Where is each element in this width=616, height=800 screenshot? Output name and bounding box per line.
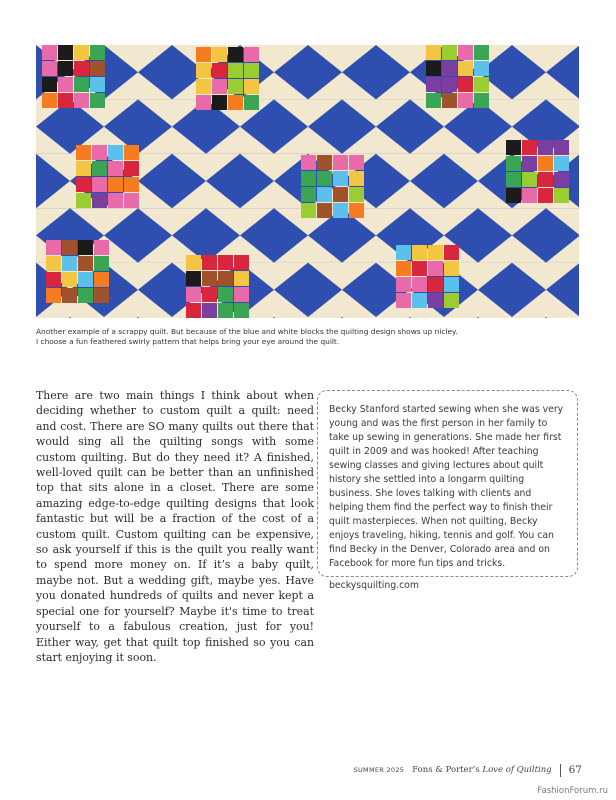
quilt-patch: [234, 303, 249, 318]
quilt-patch: [78, 272, 93, 287]
quilt-patch: [506, 172, 521, 187]
quilt-patch: [90, 45, 105, 60]
quilt-patch: [412, 261, 427, 276]
quilt-patch: [506, 140, 521, 155]
quilt-patch: [42, 77, 57, 92]
quilt-patch: [76, 193, 91, 208]
quilt-patch: [228, 95, 243, 110]
magazine-title: Love of Quilting: [482, 765, 552, 775]
quilt-light-triangle: [342, 317, 410, 318]
quilt-patch: [474, 93, 489, 108]
quilt-patch: [506, 188, 521, 203]
quilt-photo: [36, 45, 579, 318]
quilt-patch: [244, 47, 259, 62]
quilt-patch: [94, 272, 109, 287]
quilt-patch: [90, 61, 105, 76]
quilt-patch: [212, 79, 227, 94]
quilt-light-triangle: [478, 317, 546, 318]
quilt-patch: [244, 95, 259, 110]
quilt-patch: [428, 277, 443, 292]
quilt-patch: [196, 95, 211, 110]
quilt-patch: [186, 255, 201, 270]
author-bio: Becky Stanford started sewing when she was very young and was the first person in her family to take up sewing in generations. She made her first quilt in 2009 and was hooked! After teaching sewing classes and giving lectures about quilt history she settled into a longarm quilting business. She loves talking with clients and helping them find the perfect way to finish their quilt masterpieces. When not quilting, Becky enjoys traveling, hiking, tennis and golf. You can find Becky in the Denver, Colorado area and on Facebook for more fun tips and tricks.: [329, 404, 564, 569]
quilt-patch: [124, 193, 139, 208]
quilt-patch: [74, 93, 89, 108]
author-bio-box: [317, 390, 578, 591]
quilt-patch: [428, 245, 443, 260]
quilt-patch: [444, 245, 459, 260]
quilt-patch: [202, 303, 217, 318]
magazine-name: [412, 765, 551, 775]
quilt-patch: [442, 77, 457, 92]
quilt-patch: [124, 161, 139, 176]
quilt-patch: [426, 45, 441, 60]
quilt-patch: [74, 61, 89, 76]
quilt-patch: [74, 45, 89, 60]
quilt-patch: [218, 303, 233, 318]
quilt-patch: [90, 93, 105, 108]
quilt-patch: [538, 140, 553, 155]
quilt-patch: [244, 79, 259, 94]
quilt-patch: [124, 177, 139, 192]
quilt-light-triangle: [410, 317, 478, 318]
quilt-patch: [94, 288, 109, 303]
author-website-link[interactable]: beckysquilting.com: [329, 580, 419, 591]
quilt-patch: [333, 187, 348, 202]
footer-divider: [560, 764, 561, 777]
quilt-patch: [62, 272, 77, 287]
quilt-patch: [202, 271, 217, 286]
quilt-patch: [74, 77, 89, 92]
quilt-patch: [554, 188, 569, 203]
quilt-patch: [42, 93, 57, 108]
quilt-patch: [108, 145, 123, 160]
quilt-patch: [426, 77, 441, 92]
quilt-patch: [522, 140, 537, 155]
quilt-patch: [554, 156, 569, 171]
quilt-patch: [186, 287, 201, 302]
quilt-patch: [458, 77, 473, 92]
quilt-patch: [202, 287, 217, 302]
quilt-patch: [538, 172, 553, 187]
quilt-patch: [228, 63, 243, 78]
quilt-patch: [186, 271, 201, 286]
quilt-patch: [458, 45, 473, 60]
quilt-patch: [349, 171, 364, 186]
caption-line-2: I choose a fun feathered swirly pattern that helps bring your eye around the quilt.: [36, 336, 340, 346]
quilt-patch: [108, 193, 123, 208]
quilt-patch: [212, 63, 227, 78]
quilt-patch: [196, 47, 211, 62]
quilt-patch: [42, 45, 57, 60]
quilt-patch: [218, 255, 233, 270]
page-footer: [354, 763, 582, 777]
quilt-patch: [76, 177, 91, 192]
photo-caption: [36, 327, 581, 346]
quilt-light-triangle: [546, 317, 579, 318]
quilt-patch: [42, 61, 57, 76]
quilt-patch: [412, 245, 427, 260]
quilt-patch: [442, 93, 457, 108]
quilt-patch: [301, 155, 316, 170]
quilt-patch: [538, 188, 553, 203]
quilt-patch: [301, 187, 316, 202]
quilt-patch: [58, 45, 73, 60]
quilt-patch: [522, 156, 537, 171]
quilt-patch: [506, 156, 521, 171]
quilt-patch: [108, 161, 123, 176]
quilt-patch: [212, 95, 227, 110]
quilt-patch: [522, 188, 537, 203]
quilt-patch: [196, 79, 211, 94]
quilt-patch: [444, 293, 459, 308]
quilt-patch: [442, 61, 457, 76]
quilt-patch: [554, 172, 569, 187]
quilt-patch: [62, 288, 77, 303]
quilt-patch: [92, 177, 107, 192]
quilt-patch: [94, 256, 109, 271]
quilt-patch: [228, 47, 243, 62]
quilt-patch: [426, 93, 441, 108]
quilt-patch: [62, 256, 77, 271]
quilt-patch: [78, 256, 93, 271]
quilt-patch: [412, 293, 427, 308]
quilt-patch: [349, 203, 364, 218]
quilt-patch: [458, 93, 473, 108]
quilt-patch: [76, 145, 91, 160]
quilt-patch: [234, 271, 249, 286]
quilt-patch: [186, 303, 201, 318]
quilt-patch: [78, 240, 93, 255]
quilt-patch: [46, 272, 61, 287]
quilt-patch: [442, 45, 457, 60]
article-body: There are two main things I think about when deciding whether to custom quilt a quilt: need and cost. There are SO many quilts out there that would sing all the quilting songs with some custom quilting. But do they need it? A finished, well-loved quilt can be better than an unfinished top that sits alone in a closet. There are some amazing edge-to-edge quilting designs that look fantastic but will be a fraction of the cost of a custom quilt. Custom quilting can be expensive, so ask yourself if this is the quilt you really want to spend more money on. If it’s a baby quilt, maybe not. But a wedding gift, maybe yes. Have you donated hundreds of quilts and never kept a special one for yourself? Maybe it's time to treat yourself to a fabulous creation, just for you! Either way, get that quilt top finished so you can start enjoying it soon.: [36, 389, 314, 664]
quilt-patch: [228, 79, 243, 94]
quilt-patch: [474, 45, 489, 60]
quilt-patch: [234, 287, 249, 302]
quilt-patch: [124, 145, 139, 160]
quilt-patch: [202, 255, 217, 270]
quilt-image: [36, 45, 579, 318]
quilt-patch: [333, 155, 348, 170]
quilt-patch: [458, 61, 473, 76]
quilt-patch: [234, 255, 249, 270]
quilt-patch: [58, 61, 73, 76]
quilt-patch: [538, 156, 553, 171]
quilt-patch: [317, 187, 332, 202]
quilt-light-triangle: [36, 317, 70, 318]
quilt-patch: [474, 77, 489, 92]
quilt-patch: [396, 261, 411, 276]
quilt-patch: [218, 287, 233, 302]
quilt-patch: [428, 261, 443, 276]
quilt-patch: [94, 240, 109, 255]
quilt-patch: [244, 63, 259, 78]
quilt-patch: [349, 155, 364, 170]
quilt-patch: [46, 256, 61, 271]
watermark: FashionForum.ru: [537, 786, 608, 796]
quilt-patch: [301, 203, 316, 218]
quilt-patch: [78, 288, 93, 303]
quilt-patch: [46, 288, 61, 303]
quilt-patch: [333, 171, 348, 186]
quilt-patch: [301, 171, 316, 186]
quilt-patch: [196, 63, 211, 78]
quilt-patch: [426, 61, 441, 76]
quilt-patch: [444, 261, 459, 276]
quilt-light-triangle: [274, 317, 342, 318]
quilt-patch: [396, 245, 411, 260]
quilt-patch: [412, 277, 427, 292]
caption-line-1: Another example of a scrappy quilt. But because of the blue and white blocks the quilting design shows up nicley.: [36, 327, 458, 336]
quilt-patch: [444, 277, 459, 292]
quilt-patch: [522, 172, 537, 187]
quilt-patch: [396, 293, 411, 308]
issue-label: SUMMER 2025: [353, 766, 405, 774]
quilt-patch: [108, 177, 123, 192]
quilt-patch: [76, 161, 91, 176]
page-number: 67: [568, 764, 582, 776]
quilt-patch: [58, 93, 73, 108]
quilt-patch: [317, 203, 332, 218]
quilt-patch: [212, 47, 227, 62]
quilt-patch: [46, 240, 61, 255]
quilt-patch: [428, 293, 443, 308]
quilt-patch: [58, 77, 73, 92]
quilt-patch: [317, 171, 332, 186]
quilt-patch: [396, 277, 411, 292]
quilt-patch: [317, 155, 332, 170]
quilt-patch: [92, 161, 107, 176]
quilt-light-triangle: [70, 317, 138, 318]
quilt-patch: [90, 77, 105, 92]
quilt-patch: [92, 193, 107, 208]
quilt-patch: [474, 61, 489, 76]
quilt-patch: [554, 140, 569, 155]
quilt-patch: [333, 203, 348, 218]
quilt-patch: [218, 271, 233, 286]
quilt-patch: [92, 145, 107, 160]
quilt-patch: [62, 240, 77, 255]
quilt-patch: [349, 187, 364, 202]
magazine-prefix: Fons & Porter’s: [412, 765, 480, 775]
